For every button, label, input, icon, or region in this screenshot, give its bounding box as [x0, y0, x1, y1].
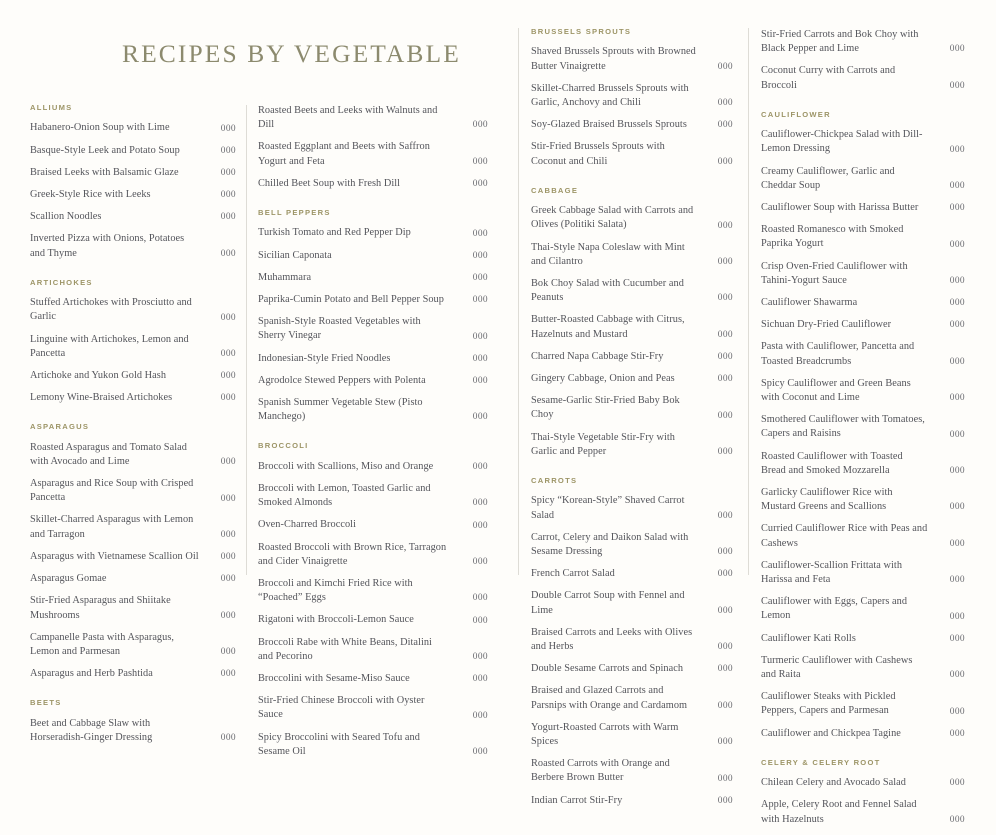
recipe-page-number: 000 [472, 520, 488, 531]
recipe-title: Cauliflower Shawarma [761, 296, 858, 308]
recipe-title: Cauliflower-Scallion Frittata with Harissa and Feta [761, 559, 903, 586]
recipe-entry[interactable] [531, 313, 733, 341]
recipe-entry[interactable] [761, 165, 965, 193]
recipe-page-number: 000 [472, 593, 488, 604]
recipe-title: Beet and Cabbage Slaw with Horseradish-Ginger Dressing [30, 717, 153, 743]
index-section [531, 28, 733, 169]
recipe-title: French Carrot Salad [531, 568, 615, 580]
recipe-entry[interactable] [30, 210, 236, 224]
recipe-page-number: 000 [220, 457, 236, 468]
recipe-title: Turmeric Cauliflower with Cashews and Raita [761, 654, 913, 681]
recipe-entry[interactable] [761, 595, 965, 623]
recipe-page-number: 000 [472, 615, 488, 626]
section-heading: ALLIUMS [30, 103, 73, 112]
recipe-title: Spanish Summer Vegetable Stew (Pisto Manchego) [258, 396, 423, 423]
recipe-page-number: 000 [717, 329, 733, 340]
recipe-title: Stuffed Artichokes with Prosciutto and Garlic [30, 297, 192, 323]
recipe-entry[interactable] [761, 260, 965, 288]
recipe-page-number: 000 [220, 669, 236, 680]
recipe-title: Broccoli Rabe with White Beans, Ditalini and Pecorino [258, 636, 432, 662]
recipe-page-number: 000 [949, 611, 965, 622]
section-heading: CELERY & CELERY ROOT [761, 757, 881, 767]
recipe-title: Apple, Celery Root and Fennel Salad with Hazelnuts [761, 799, 917, 825]
recipe-page-number: 000 [949, 633, 965, 644]
index-column-3 [531, 28, 733, 816]
recipe-title: Gingery Cabbage, Onion and Peas [531, 372, 675, 384]
index-section [30, 423, 236, 681]
index-column-2 [258, 104, 488, 767]
recipe-title: Sicilian Caponata [258, 249, 332, 261]
recipe-page-number: 000 [717, 737, 733, 748]
recipe-entry[interactable] [30, 166, 236, 180]
section-heading: CABBAGE [531, 185, 579, 195]
recipe-page-number: 000 [220, 371, 236, 382]
recipe-page-number: 000 [220, 312, 236, 323]
recipe-title: Crisp Oven-Fried Cauliflower with Tahini-Yogurt Sauce [761, 260, 908, 286]
recipe-title: Bok Choy Salad with Cucumber and Peanuts [531, 277, 684, 304]
recipe-entry[interactable] [531, 350, 733, 364]
recipe-entry[interactable] [761, 201, 965, 215]
recipe-entry[interactable] [30, 594, 236, 622]
recipe-page-number: 000 [717, 98, 733, 109]
recipe-title: Skillet-Charred Brussels Sprouts with Garlic, Anchovy and Chili [531, 82, 689, 108]
recipe-page-number: 000 [949, 814, 965, 825]
recipe-entry[interactable] [761, 318, 965, 332]
recipe-entry[interactable] [531, 204, 733, 232]
recipe-entry[interactable] [531, 684, 733, 712]
recipe-title: Roasted Asparagus and Tomato Salad with Avocado and Lime [30, 441, 187, 467]
recipe-title: Habanero-Onion Soup with Lime [30, 122, 170, 134]
recipe-page-number: 000 [220, 493, 236, 504]
recipe-page-number: 000 [472, 498, 488, 509]
recipe-page-number: 000 [949, 429, 965, 440]
recipe-title: Spanish-Style Roasted Vegetables with Sherry Vinegar [258, 316, 421, 342]
recipe-page-number: 000 [717, 156, 733, 167]
recipe-entry[interactable] [30, 121, 236, 135]
index-column-1 [30, 104, 236, 753]
recipe-entry[interactable] [258, 396, 488, 424]
recipe-title: Broccolini with Sesame-Miso Sauce [258, 672, 410, 684]
recipe-title: Cauliflower with Eggs, Capers and Lemon [761, 596, 908, 622]
recipe-page-number: 000 [220, 552, 236, 563]
recipe-entry[interactable] [258, 315, 488, 343]
recipe-title: Spicy “Korean-Style” Shaved Carrot Salad [531, 495, 685, 521]
recipe-entry[interactable] [258, 694, 488, 722]
recipe-entry[interactable] [761, 413, 965, 441]
recipe-page-number: 000 [717, 351, 733, 362]
recipe-title: Curried Cauliflower Rice with Peas and Cashews [761, 523, 928, 549]
recipe-entry[interactable] [30, 572, 236, 586]
recipe-page-number: 000 [472, 353, 488, 364]
section-heading: BEETS [30, 698, 62, 708]
recipe-page-number: 000 [220, 393, 236, 404]
recipe-page-number: 000 [220, 212, 236, 223]
recipe-entry[interactable] [761, 727, 965, 741]
recipe-entry[interactable] [531, 45, 733, 73]
recipe-page-number: 000 [717, 120, 733, 131]
recipe-title: Roasted Romanesco with Smoked Paprika Yogurt [761, 224, 904, 250]
recipe-page-number: 000 [220, 123, 236, 134]
recipe-page-number: 000 [472, 331, 488, 342]
recipe-entry[interactable] [531, 794, 733, 808]
recipe-page-number: 000 [949, 298, 965, 309]
recipe-entry[interactable] [30, 441, 236, 469]
section-heading: CARROTS [531, 475, 578, 485]
recipe-entry[interactable] [761, 486, 965, 514]
recipe-page-number: 000 [949, 538, 965, 549]
recipe-page-number: 000 [949, 80, 965, 91]
recipe-page-number: 000 [220, 574, 236, 585]
recipe-entry[interactable] [258, 460, 488, 474]
recipe-entry[interactable] [258, 518, 488, 532]
recipe-title: Scallion Noodles [30, 211, 102, 223]
recipe-page-number: 000 [220, 190, 236, 201]
recipe-entry[interactable] [30, 717, 236, 745]
recipe-entry[interactable] [761, 296, 965, 310]
recipe-page-number: 000 [472, 179, 488, 190]
recipe-title: Broccoli with Scallions, Miso and Orange [258, 460, 434, 472]
recipe-entry[interactable] [531, 626, 733, 654]
recipe-page-number: 000 [472, 710, 488, 721]
recipe-page-number: 000 [949, 44, 965, 55]
recipe-page-number: 000 [717, 547, 733, 558]
recipe-title: Double Sesame Carrots and Spinach [531, 663, 684, 675]
recipe-page-number: 000 [949, 502, 965, 513]
recipe-title: Asparagus and Herb Pashtida [30, 668, 153, 680]
recipe-title: Double Carrot Soup with Fennel and Lime [531, 590, 685, 616]
recipe-page-number: 000 [472, 156, 488, 167]
index-section [531, 187, 733, 459]
recipe-entry[interactable] [761, 223, 965, 251]
recipe-page-number: 000 [472, 674, 488, 685]
recipe-entry[interactable] [531, 277, 733, 305]
recipe-entry[interactable] [761, 377, 965, 405]
index-column-4 [761, 28, 965, 835]
section-heading: CAULIFLOWER [761, 109, 831, 119]
recipe-page-number: 000 [949, 706, 965, 717]
index-section [30, 699, 236, 745]
recipe-page-number: 000 [949, 728, 965, 739]
recipe-title: Stir-Fried Asparagus and Shiitake Mushrooms [30, 595, 171, 621]
page-title: RECIPES BY VEGETABLE [122, 39, 461, 69]
recipe-entry[interactable] [531, 431, 733, 459]
recipe-entry[interactable] [761, 340, 965, 368]
recipe-title: Artichoke and Yukon Gold Hash [30, 369, 167, 381]
recipe-entry[interactable] [531, 662, 733, 676]
recipe-page-number: 000 [717, 220, 733, 231]
recipe-page-number: 000 [472, 461, 488, 472]
recipe-entry[interactable] [30, 144, 236, 158]
recipe-page-number: 000 [220, 348, 236, 359]
recipe-title: Chilled Beet Soup with Fresh Dill [258, 177, 401, 189]
recipe-title: Thai-Style Vegetable Stir-Fry with Garlic and Pepper [531, 431, 676, 457]
recipe-page-number: 000 [472, 250, 488, 261]
recipe-title: Sichuan Dry-Fried Cauliflower [761, 319, 892, 331]
recipe-page-number: 000 [949, 356, 965, 367]
recipe-title: Carrot, Celery and Daikon Salad with Sesame Dressing [531, 531, 689, 557]
recipe-title: Turkish Tomato and Red Pepper Dip [258, 227, 411, 239]
recipe-title: Greek-Style Rice with Leeks [30, 188, 151, 200]
recipe-title: Oven-Charred Broccoli [258, 519, 356, 531]
recipe-entry[interactable] [258, 293, 488, 307]
recipe-page-number: 000 [949, 181, 965, 191]
recipe-page-number: 000 [717, 700, 733, 711]
recipe-page-number: 000 [472, 652, 488, 662]
recipe-entry[interactable] [258, 577, 488, 605]
recipe-title: Broccoli with Lemon, Toasted Garlic and Smoked Almonds [258, 482, 431, 509]
index-section [258, 442, 488, 759]
recipe-page-number: 000 [472, 228, 488, 239]
recipe-title: Sesame-Garlic Stir-Fried Baby Bok Choy [531, 395, 680, 421]
recipe-page-number: 000 [220, 529, 236, 540]
recipe-page-number: 000 [220, 145, 236, 156]
recipe-entry[interactable] [258, 482, 488, 510]
section-heading: ASPARAGUS [30, 422, 90, 432]
recipe-page-number: 000 [949, 144, 965, 155]
recipe-page-number: 000 [472, 412, 488, 423]
section-heading: BROCCOLI [258, 441, 309, 451]
recipe-page-number: 000 [949, 670, 965, 681]
recipe-title: Thai-Style Napa Coleslaw with Mint and Cilantro [531, 241, 685, 267]
recipe-entry[interactable] [258, 271, 488, 285]
recipe-entry[interactable] [531, 589, 733, 617]
recipe-entry[interactable] [531, 118, 733, 132]
recipe-page-number: 000 [949, 778, 965, 789]
recipe-page-number: 000 [717, 569, 733, 580]
recipe-entry[interactable] [761, 128, 965, 156]
recipe-entry[interactable] [258, 226, 488, 240]
recipe-entry[interactable] [761, 690, 965, 718]
recipe-entry[interactable] [258, 613, 488, 627]
recipe-title: Basque-Style Leek and Potato Soup [30, 144, 180, 156]
recipe-title: Shaved Brussels Sprouts with Browned Butter Vinaigrette [531, 46, 696, 72]
recipe-page-number: 000 [717, 510, 733, 521]
recipe-title: Spicy Cauliflower and Green Beans with Coconut and Lime [761, 377, 911, 403]
recipe-entry[interactable] [761, 64, 965, 92]
recipe-page-number: 000 [220, 248, 236, 259]
recipe-page-number: 000 [220, 610, 236, 621]
recipe-entry[interactable] [30, 477, 236, 505]
recipe-title: Chilean Celery and Avocado Salad [761, 777, 906, 789]
recipe-page-number: 000 [220, 733, 236, 744]
recipe-page-number: 000 [472, 556, 488, 567]
recipe-title: Charred Napa Cabbage Stir-Fry [531, 350, 664, 362]
recipe-title: Smothered Cauliflower with Tomatoes, Capers and Raisins [761, 414, 925, 440]
recipe-page-number: 000 [949, 320, 965, 331]
recipe-title: Indonesian-Style Fried Noodles [258, 352, 391, 364]
section-heading: ARTICHOKES [30, 277, 93, 287]
recipe-title: Lemony Wine-Braised Artichokes [30, 392, 173, 404]
recipe-entry[interactable] [258, 104, 488, 132]
recipe-page-number: 000 [717, 664, 733, 675]
recipe-page-number: 000 [717, 293, 733, 304]
recipe-page-number: 000 [717, 374, 733, 385]
recipe-entry[interactable] [30, 667, 236, 681]
recipe-title: Cauliflower Steaks with Pickled Peppers, Capers and Parmesan [761, 691, 896, 717]
recipe-entry[interactable] [531, 494, 733, 522]
recipe-entry[interactable] [761, 522, 965, 550]
recipe-entry[interactable] [258, 177, 488, 191]
recipe-entry[interactable] [258, 636, 488, 664]
recipe-entry[interactable] [258, 541, 488, 569]
recipe-entry[interactable] [30, 333, 236, 361]
index-section [761, 28, 965, 93]
recipe-title: Roasted Beets and Leeks with Walnuts and Dill [258, 105, 438, 131]
recipe-entry[interactable] [30, 631, 236, 659]
recipe-entry[interactable] [30, 513, 236, 541]
recipe-page-number: 000 [472, 295, 488, 306]
recipe-title: Agrodolce Stewed Peppers with Polenta [258, 374, 426, 386]
recipe-title: Creamy Cauliflower, Garlic and Cheddar Soup [761, 165, 895, 191]
recipe-title: Asparagus with Vietnamese Scallion Oil [30, 550, 199, 562]
index-section [30, 279, 236, 406]
recipe-entry[interactable] [30, 391, 236, 405]
recipe-title: Indian Carrot Stir-Fry [531, 794, 623, 806]
recipe-title: Cauliflower Kati Rolls [761, 632, 856, 644]
recipe-page-number: 000 [717, 642, 733, 653]
recipe-entry[interactable] [761, 798, 965, 826]
recipe-title: Coconut Curry with Carrots and Broccoli [761, 65, 896, 91]
recipe-title: Soy-Glazed Braised Brussels Sprouts [531, 119, 687, 131]
recipe-title: Muhammara [258, 271, 312, 283]
recipe-page-number: 000 [717, 61, 733, 72]
recipe-title: Inverted Pizza with Onions, Potatoes and Thyme [30, 233, 185, 259]
recipe-title: Roasted Carrots with Orange and Berbere Brown Butter [531, 758, 670, 784]
recipe-title: Roasted Broccoli with Brown Rice, Tarragon and Cider Vinaigrette [258, 541, 447, 567]
index-section [531, 477, 733, 808]
recipe-page-number: 000 [472, 747, 488, 758]
recipe-entry[interactable] [30, 550, 236, 564]
recipe-title: Roasted Eggplant and Beets with Saffron Yogurt and Feta [258, 141, 430, 167]
recipe-title: Braised Leeks with Balsamic Glaze [30, 166, 179, 178]
recipe-title: Stir-Fried Brussels Sprouts with Coconut and Chili [531, 141, 665, 167]
recipe-entry[interactable] [531, 721, 733, 749]
recipe-title: Stir-Fried Carrots and Bok Choy with Black Pepper and Lime [761, 29, 919, 55]
recipe-title: Stir-Fried Chinese Broccoli with Oyster Sauce [258, 695, 425, 721]
recipe-entry[interactable] [30, 188, 236, 202]
recipe-page-number: 000 [949, 393, 965, 404]
recipe-entry[interactable] [531, 241, 733, 269]
recipe-page-number: 000 [717, 795, 733, 806]
recipe-entry[interactable] [258, 672, 488, 686]
recipe-title: Cauliflower-Chickpea Salad with Dill-Lemon Dressing [761, 129, 923, 155]
recipe-page-number: 000 [717, 605, 733, 616]
recipe-entry[interactable] [531, 140, 733, 168]
recipe-title: Cauliflower and Chickpea Tagine [761, 727, 901, 739]
recipe-entry[interactable] [531, 531, 733, 559]
recipe-title: Garlicky Cauliflower Rice with Mustard Greens and Scallions [761, 487, 893, 513]
recipe-entry[interactable] [258, 352, 488, 366]
recipe-entry[interactable] [531, 567, 733, 581]
recipe-title: Yogurt-Roasted Carrots with Warm Spices [531, 721, 679, 747]
section-heading: BRUSSELS SPROUTS [531, 27, 632, 36]
recipe-entry[interactable] [761, 776, 965, 790]
recipe-title: Butter-Roasted Cabbage with Citrus, Hazelnuts and Mustard [531, 314, 685, 340]
section-heading: BELL PEPPERS [258, 208, 331, 218]
recipe-entry[interactable] [531, 757, 733, 785]
recipe-entry[interactable] [761, 450, 965, 478]
recipe-entry[interactable] [30, 232, 236, 260]
recipe-page-number: 000 [472, 120, 488, 131]
recipe-title: Braised Carrots and Leeks with Olives and Herbs [531, 626, 693, 652]
recipe-entry[interactable] [258, 374, 488, 388]
recipe-entry[interactable] [531, 394, 733, 422]
index-section [258, 104, 488, 191]
recipe-entry[interactable] [531, 82, 733, 110]
recipe-entry[interactable] [30, 369, 236, 383]
recipe-page-number: 000 [949, 276, 965, 287]
recipe-title: Cauliflower Soup with Harissa Butter [761, 201, 919, 213]
recipe-entry[interactable] [531, 372, 733, 386]
recipe-title: Greek Cabbage Salad with Carrots and Olives (Politiki Salata) [531, 205, 694, 231]
recipe-page-number: 000 [717, 256, 733, 267]
recipe-page-number: 000 [220, 647, 236, 658]
recipe-entry[interactable] [761, 654, 965, 682]
recipe-title: Asparagus and Rice Soup with Crisped Pancetta [30, 478, 194, 504]
recipe-title: Spicy Broccolini with Seared Tofu and Sesame Oil [258, 731, 420, 757]
recipe-page-number: 000 [472, 376, 488, 387]
recipe-page-number: 000 [220, 167, 236, 178]
recipe-title: Broccoli and Kimchi Fried Rice with “Poached” Eggs [258, 577, 413, 604]
recipe-title: Rigatoni with Broccoli-Lemon Sauce [258, 614, 414, 626]
recipe-entry[interactable] [30, 296, 236, 324]
index-section [761, 111, 965, 741]
recipe-title: Linguine with Artichokes, Lemon and Pancetta [30, 333, 189, 359]
index-section [761, 759, 965, 827]
recipe-page-number: 000 [949, 203, 965, 214]
recipe-page-number: 000 [717, 410, 733, 421]
recipe-entry[interactable] [761, 28, 965, 56]
recipe-title: Roasted Cauliflower with Toasted Bread and Smoked Mozzarella [761, 450, 903, 476]
recipe-entry[interactable] [258, 249, 488, 263]
recipe-entry[interactable] [258, 140, 488, 168]
recipe-page-number: 000 [949, 575, 965, 586]
recipe-entry[interactable] [258, 731, 488, 759]
index-section [258, 209, 488, 424]
recipe-title: Campanelle Pasta with Asparagus, Lemon and Parmesan [30, 631, 175, 657]
recipe-page-number: 000 [949, 239, 965, 250]
index-section [30, 104, 236, 261]
recipe-title: Paprika-Cumin Potato and Bell Pepper Soup [258, 293, 444, 305]
recipe-page-number: 000 [717, 773, 733, 784]
recipe-title: Pasta with Cauliflower, Pancetta and Toasted Breadcrumbs [761, 341, 915, 367]
recipe-page-number: 000 [949, 466, 965, 477]
recipe-title: Asparagus Gomae [30, 573, 107, 585]
recipe-page-number: 000 [717, 446, 733, 457]
recipe-title: Skillet-Charred Asparagus with Lemon and Tarragon [30, 514, 194, 540]
recipe-entry[interactable] [761, 632, 965, 646]
recipe-title: Braised and Glazed Carrots and Parsnips with Orange and Cardamom [531, 685, 688, 711]
recipe-page-number: 000 [472, 273, 488, 283]
recipe-entry[interactable] [761, 559, 965, 587]
